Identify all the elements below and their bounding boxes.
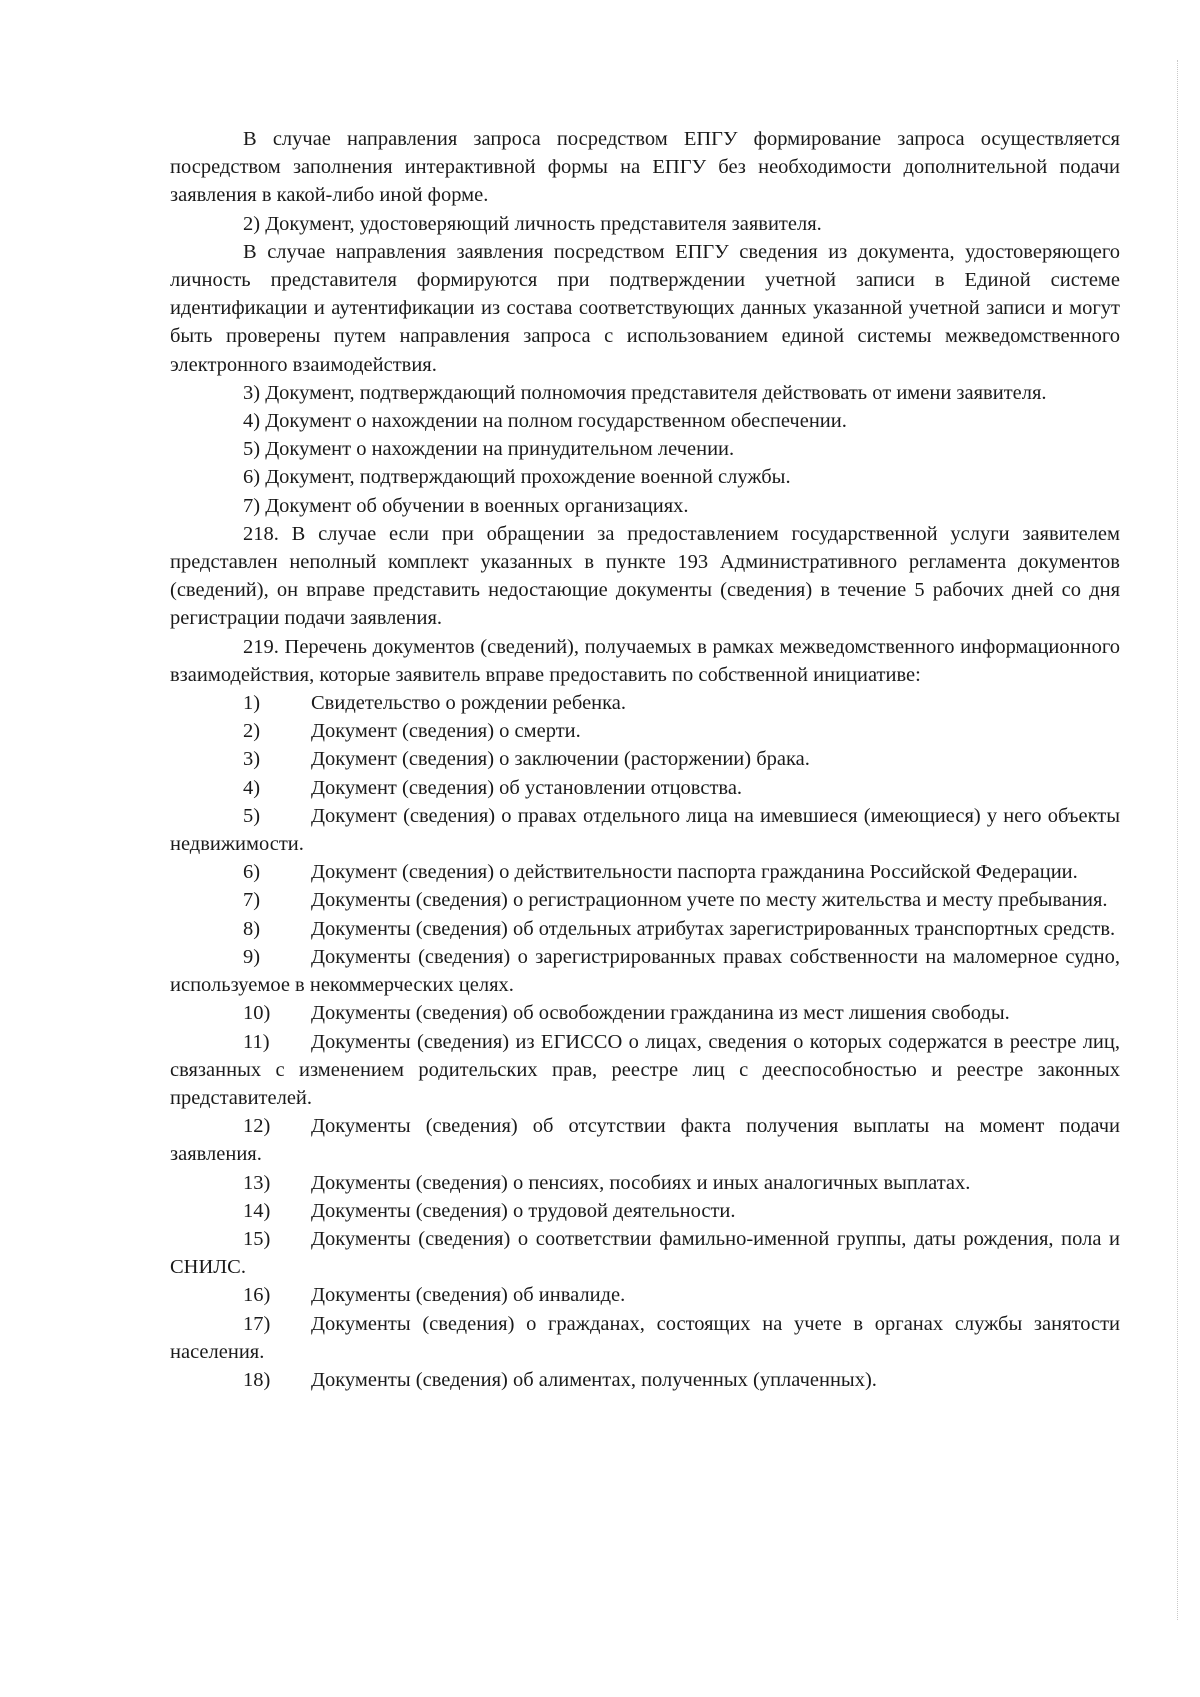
list-item bbox=[170, 1197, 1120, 1225]
list-item-text: Документ (сведения) об установлении отцовства. bbox=[311, 776, 743, 799]
paragraph-item-6: 6) Документ, подтверждающий прохождение военной службы. bbox=[243, 466, 791, 489]
list-item-text: Документы (сведения) об освобождении гражданина из мест лишения свободы. bbox=[311, 1002, 1010, 1025]
list-item-number: 10) bbox=[243, 1002, 271, 1025]
list-item-text: Документы (сведения) об алиментах, полученных (уплаченных). bbox=[311, 1368, 877, 1391]
list-item-number: 5) bbox=[243, 804, 261, 827]
list-item-number: 13) bbox=[243, 1171, 271, 1194]
list-item-text: Документ (сведения) о правах отдельного лица на имевшиеся (имеющиеся) у него объекты недвижимости. bbox=[170, 804, 1120, 856]
list-item-text: Документы (сведения) об отдельных атрибутах зарегистрированных транспортных средств. bbox=[311, 917, 1116, 940]
list-item-text: Документы (сведения) о соответствии фамильно-именной группы, даты рождения, пола и СНИЛС. bbox=[170, 1227, 1120, 1279]
list-item-text: Документы (сведения) о трудовой деятельности. bbox=[311, 1199, 736, 1222]
list-item-number: 14) bbox=[243, 1199, 271, 1222]
list-item-number: 15) bbox=[243, 1227, 271, 1250]
list-item-number: 8) bbox=[243, 917, 261, 940]
list-item bbox=[170, 717, 1120, 745]
list-item-number: 16) bbox=[243, 1284, 271, 1307]
list-item-number: 9) bbox=[243, 945, 261, 968]
paragraph-item-2: 2) Документ, удостоверяющий личность представителя заявителя. bbox=[243, 212, 822, 235]
list-item-text: Документы (сведения) о гражданах, состоящих на учете в органах службы занятости населения. bbox=[170, 1312, 1120, 1363]
paragraph-item-3: 3) Документ, подтверждающий полномочия представителя действовать от имени заявителя. bbox=[243, 381, 1047, 404]
list-item-number: 7) bbox=[243, 889, 261, 912]
paragraph-epgu-identity: В случае направления заявления посредством ЕПГУ сведения из документа, удостоверяющего личность представителя формируются при подтверждении учетной записи в Единой системе идентификации и аутентификации из состава соответствующих данных указанной учетной записи и могут быть проверены путем направления запроса с использованием единой системы межведомственного электронного взаимодействия. bbox=[170, 240, 1120, 376]
list-item bbox=[170, 774, 1120, 802]
list-item-text: Документ (сведения) о действительности паспорта гражданина Российской Федерации. bbox=[311, 861, 1078, 884]
list-item-text: Документы (сведения) о зарегистрированных правах собственности на маломерное судно, используемое в некоммерческих целях. bbox=[170, 945, 1120, 997]
list-item bbox=[170, 1310, 1120, 1366]
paragraph-218: 218. В случае если при обращении за предоставлением государственной услуги заявителем представлен неполный комплект указанных в пункте 193 Административного регламента документов (сведений), он вправе представить недостающие документы (сведения) в течение 5 рабочих дней со дня регистрации подачи заявления. bbox=[170, 522, 1120, 630]
list-item bbox=[170, 1366, 1120, 1394]
list-item-text: Документы (сведения) об отсутствии факта получения выплаты на момент подачи заявления. bbox=[170, 1115, 1120, 1166]
list-item bbox=[170, 1169, 1120, 1197]
list-item bbox=[170, 915, 1120, 943]
list-item bbox=[170, 1225, 1120, 1281]
list-item-number: 12) bbox=[243, 1115, 271, 1138]
list-item-number: 2) bbox=[243, 720, 261, 743]
paragraph-item-7: 7) Документ об обучении в военных организациях. bbox=[243, 494, 689, 517]
paragraph-item-5: 5) Документ о нахождении на принудительном лечении. bbox=[243, 438, 735, 461]
paragraph-item-4: 4) Документ о нахождении на полном государственном обеспечении. bbox=[243, 410, 847, 433]
list-item-text: Документы (сведения) об инвалиде. bbox=[311, 1284, 626, 1307]
list-219 bbox=[170, 689, 1120, 1394]
list-item bbox=[170, 745, 1120, 773]
list-item-number: 17) bbox=[243, 1312, 271, 1335]
list-item-number: 4) bbox=[243, 776, 261, 799]
list-item-number: 11) bbox=[243, 1030, 270, 1053]
list-item-number: 3) bbox=[243, 748, 261, 771]
list-item bbox=[170, 1281, 1120, 1309]
list-item bbox=[170, 886, 1120, 914]
document-body bbox=[170, 125, 1120, 1394]
list-item-number: 18) bbox=[243, 1368, 271, 1391]
list-item bbox=[170, 689, 1120, 717]
paragraph-epgu-request: В случае направления запроса посредством ЕПГУ формирование запроса осуществляется посредством заполнения интерактивной формы на ЕПГУ без необходимости дополнительной подачи заявления в какой-либо иной форме. bbox=[170, 128, 1120, 207]
list-item-text: Свидетельство о рождении ребенка. bbox=[311, 692, 627, 715]
list-item bbox=[170, 943, 1120, 999]
list-item bbox=[170, 802, 1120, 858]
list-item-text: Документы (сведения) о пенсиях, пособиях и иных аналогичных выплатах. bbox=[311, 1171, 971, 1194]
list-item bbox=[170, 1112, 1120, 1168]
list-item-text: Документ (сведения) о заключении (расторжении) брака. bbox=[311, 748, 810, 771]
list-item bbox=[170, 1028, 1120, 1113]
paragraph-219: 219. Перечень документов (сведений), получаемых в рамках межведомственного информационного взаимодействия, которые заявитель вправе предоставить по собственной инициативе: bbox=[170, 635, 1120, 686]
list-item-text: Документы (сведения) из ЕГИССО о лицах, сведения о которых содержатся в реестре лиц, связанных с изменением родительских прав, реестре лиц с дееспособностью и реестре законных представителей. bbox=[170, 1030, 1120, 1109]
list-item-number: 6) bbox=[243, 861, 261, 884]
scan-edge-artifact bbox=[1176, 60, 1178, 1620]
list-item bbox=[170, 999, 1120, 1027]
list-item bbox=[170, 858, 1120, 886]
list-item-number: 1) bbox=[243, 692, 261, 715]
list-item-text: Документ (сведения) о смерти. bbox=[311, 720, 581, 743]
list-item-text: Документы (сведения) о регистрационном учете по месту жительства и месту пребывания. bbox=[311, 889, 1108, 912]
